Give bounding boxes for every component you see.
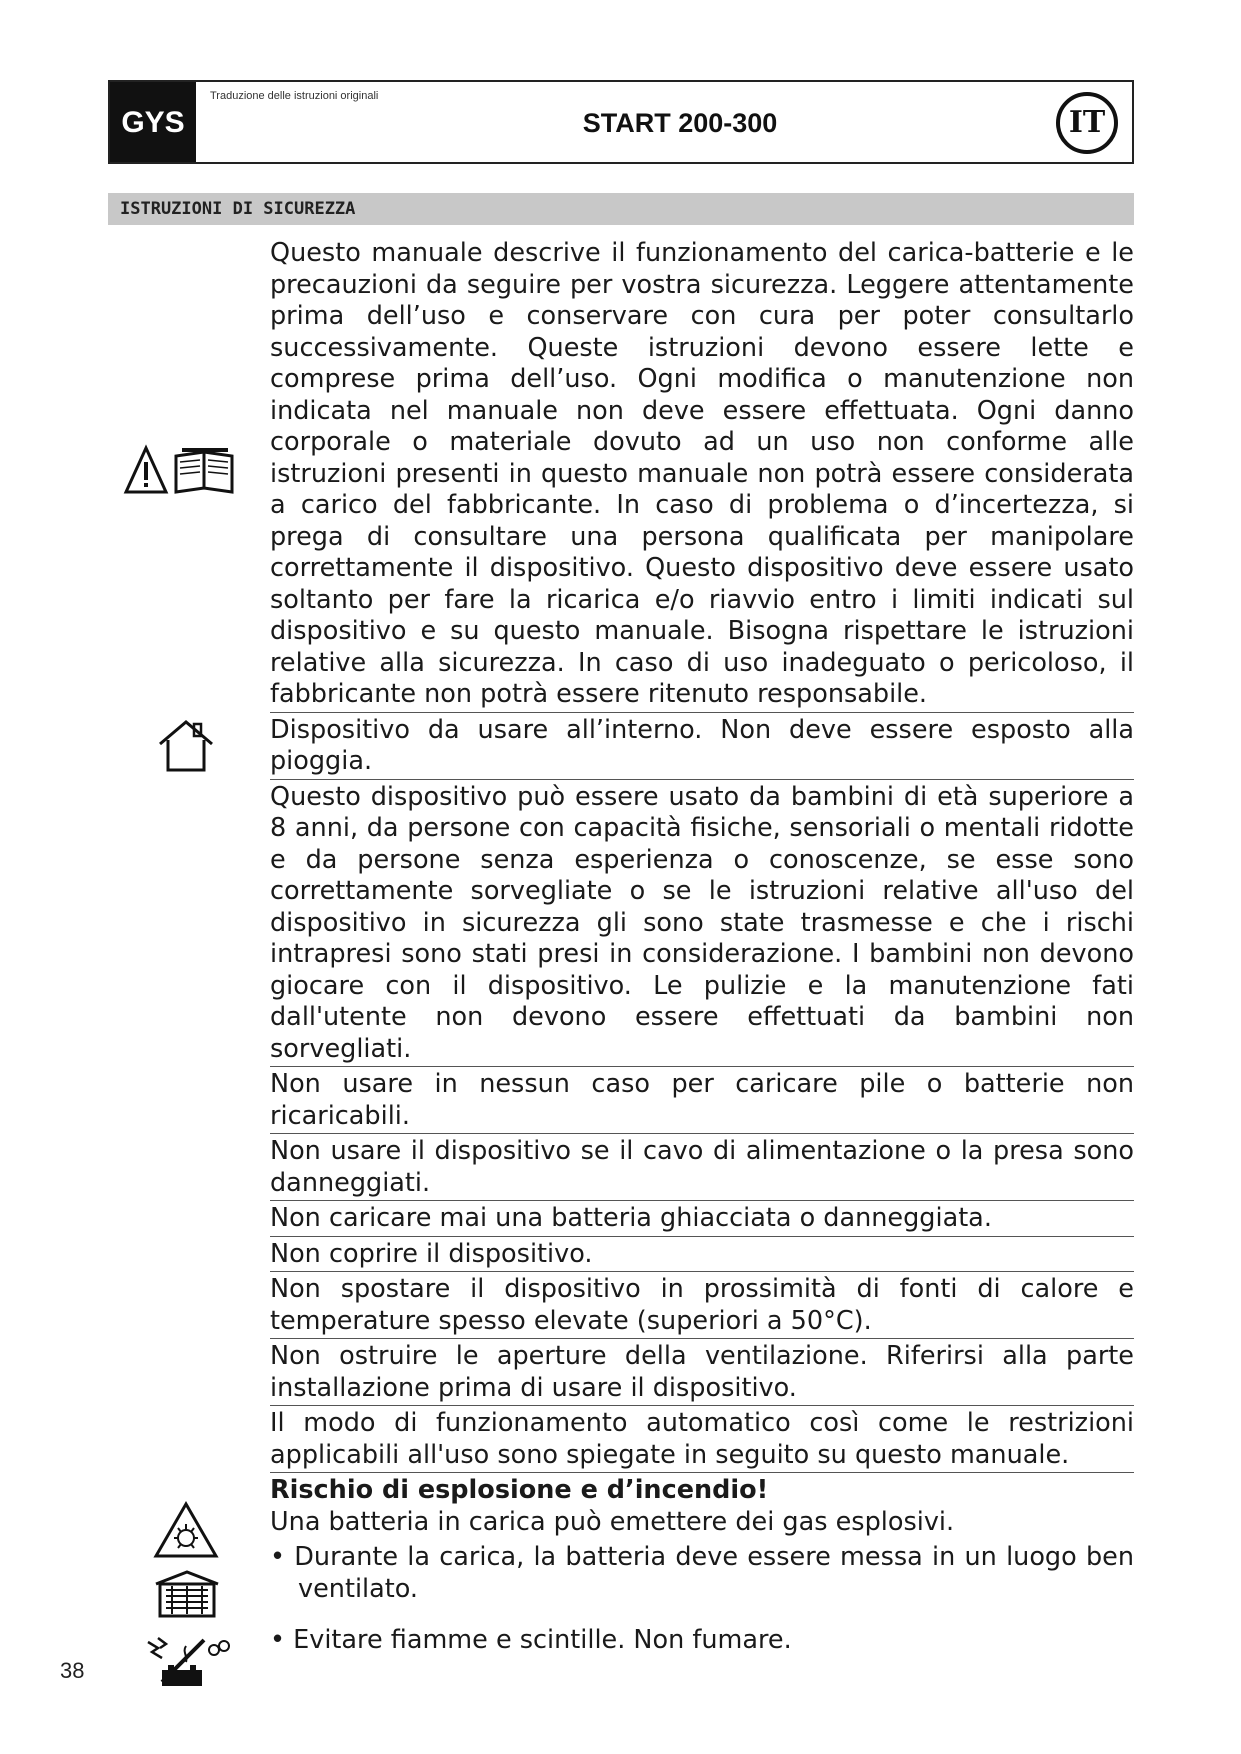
explosion-warning-icon [152, 1500, 220, 1560]
svg-text:GYS: GYS [121, 106, 185, 139]
translation-note: Traduzione delle istruzioni originali [210, 90, 379, 102]
safety-instructions [270, 238, 1134, 1660]
damaged-cable-paragraph: Non usare il dispositivo se il cavo di alimentazione o la presa sono danneggiati. [270, 1136, 1134, 1201]
section-title: ISTRUZIONI DI SICUREZZA [120, 199, 356, 219]
language-badge: IT [1056, 92, 1118, 154]
explosion-title: Rischio di esplosione e d’incendio! [270, 1475, 769, 1505]
auto-mode-paragraph: Il modo di funzionamento automatico così come le restrizioni applicabili all'uso sono spiegate in seguito su questo manuale. [270, 1408, 1134, 1473]
ventilation-bullet: • Durante la carica, la batteria deve essere messa in un luogo ben ventilato. [270, 1542, 1134, 1604]
gys-logo [110, 82, 196, 162]
warning-manual-icon [122, 442, 248, 498]
heat-sources-paragraph: Non spostare il dispositivo in prossimità di fonti di calore e temperature spesso elevate (superiori a 50°C). [270, 1274, 1134, 1339]
frozen-battery-paragraph: Non caricare mai una batteria ghiacciata o danneggiata. [270, 1203, 1134, 1237]
ventilation-paragraph: Non ostruire le aperture della ventilazione. Riferirsi alla parte installazione prima di usare il dispositivo. [270, 1341, 1134, 1406]
document-header [108, 80, 1134, 164]
product-title: START 200-300 [582, 108, 778, 138]
no-flame-bullet: • Evitare fiamme e scintille. Non fumare. [270, 1625, 792, 1655]
section-title-bar [108, 193, 1134, 225]
non-rechargeable-paragraph: Non usare in nessun caso per caricare pile o batterie non ricaricabili. [270, 1069, 1134, 1134]
ventilation-icon [152, 1568, 222, 1620]
children-paragraph: Questo dispositivo può essere usato da bambini di età superiore a 8 anni, da persone con capacità fisiche, sensoriali o mentali ridotte e da persone senza esperienza o conoscenze, se esse sono correttamente sorvegliate o se le istruzioni relative all'uso del dispositivo in sicurezza gli sono state trasmesse e che i rischi intrapresi sono stati presi in considerazione. I bambini non devono giocare con il dispositivo. Le pulizie e la manutenzione fati dall'utente non devono essere effettuati da bambini non sorvegliati. [270, 782, 1134, 1068]
explosion-section [270, 1475, 1134, 1658]
no-flame-icon [142, 1632, 232, 1690]
do-not-cover-paragraph: Non coprire il dispositivo. [270, 1239, 1134, 1273]
explosion-intro: Una batteria in carica può emettere dei gas esplosivi. [270, 1506, 955, 1537]
intro-paragraph: Questo manuale descrive il funzionamento del carica-batterie e le precauzioni da seguire per vostra sicurezza. Leggere attentamente prima dell’uso e conservare con cura per poter consultarlo successivamente. Queste istruzioni devono essere lette e comprese prima dell’uso. Ogni modifica o manutenzione non indicata nel manuale non deve essere effettuata. Ogni danno corporale o materiale dovuto ad un uso non conforme alle istruzioni presenti in questo manuale non potrà essere considerata a carico del fabbricante. In caso di problema o d’incertezza, si prega di consultare una persona qualificata per manipolare correttamente il dispositivo. Questo dispositivo deve essere usato soltanto per fare la ricarica e/o riavvio entro i limiti indicati sul dispositivo e su questo manuale. Bisogna rispettare le istruzioni relative alla sicurezza. In caso di uso inadeguato o pericoloso, il fabbricante non potrà essere ritenuto responsabile. [270, 238, 1134, 713]
indoor-house-icon [156, 718, 216, 774]
indoor-use-paragraph: Dispositivo da usare all’interno. Non deve essere esposto alla pioggia. [270, 715, 1134, 780]
page-number: 38 [60, 1658, 85, 1683]
